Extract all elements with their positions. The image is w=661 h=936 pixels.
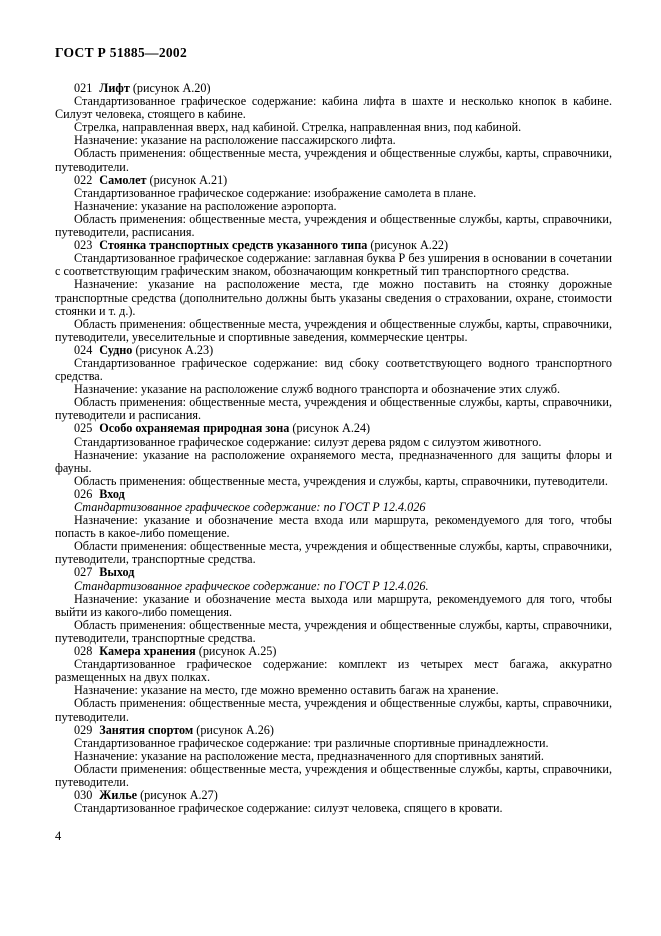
item-title: Стоянка транспортных средств указанного типа [99, 238, 368, 253]
paragraph: Стандартизованное графическое содержание: заглавная буква Р без уширения в основании в сочетании с соответствующим графическим знаком, обозначающим конкретный тип транспортного средства. [55, 251, 612, 279]
figure-reference: (рисунок А.22) [367, 238, 449, 253]
paragraph: Назначение: указание на расположение места, где можно поставить на стоянку дорожные транспортные средства (дополнительно должны быть указаны сведения о страховании, охране, стоимости стоянки и т. д.). [55, 277, 612, 318]
paragraph [55, 566, 612, 579]
paragraph: Области применения: общественные места, учреждения и общественные службы, карты, справочники, путеводители. [55, 761, 612, 789]
paragraph: Стрелка, направленная вверх, над кабиной. Стрелка, направленная вниз, под кабиной. [74, 120, 522, 135]
paragraph: Область применения: общественные места, учреждения и общественные службы, карты, справочники, путеводители. [55, 146, 612, 174]
item-title: Выход [99, 565, 135, 580]
item-number: 021 [74, 81, 93, 95]
paragraph: Область применения: общественные места, учреждения и общественные службы, карты, справочники, путеводители, расписания. [55, 211, 612, 240]
item-title: Самолет [99, 172, 147, 187]
paragraph: Стандартизованное графическое содержание: комплект из четырех мест багажа, аккуратно размещенных на двух полках. [55, 657, 612, 685]
figure-reference: (рисунок А.27) [137, 788, 218, 803]
paragraph: Стандартизованное графическое содержание: силуэт человека, спящего в кровати. [74, 801, 503, 816]
page-number: 4 [55, 829, 62, 843]
paragraph: Назначение: указание на расположение служб водного транспорта и обозначение этих служб. [74, 382, 561, 397]
paragraph: Стандартизованное графическое содержание: по ГОСТ Р 12.4.026. [74, 578, 429, 593]
paragraph: Назначение: указание и обозначение места входа или маршрута, рекомендуемого для того, чтобы попасть в какое-либо помещение. [55, 513, 612, 541]
paragraph: Области применения: общественные места, учреждения и общественные службы, карты, справочники, путеводители, транспортные средства. [55, 539, 612, 567]
paragraph [55, 724, 612, 737]
item-title: Жилье [99, 788, 138, 803]
figure-reference: (рисунок А.26) [193, 722, 274, 737]
figure-reference: (рисунок А.21) [146, 172, 228, 187]
paragraph: Стандартизованное графическое содержание: изображение самолета в плане. [74, 185, 477, 200]
figure-reference: (рисунок А.25) [195, 644, 277, 659]
document-header: ГОСТ Р 51885—2002 [55, 45, 188, 60]
item-title: Камера хранения [99, 644, 196, 659]
paragraph: Стандартизованное графическое содержание: кабина лифта в шахте и несколько кнопок в кабине. Силуэт человека, стоящего в кабине. [55, 94, 612, 122]
paragraph: Назначение: указание на расположение места, предназначенного для спортивных занятий. [74, 748, 544, 763]
paragraph: Область применения: общественные места, учреждения и общественные службы, карты, справочники, путеводители. [55, 696, 612, 724]
paragraph [55, 422, 612, 435]
paragraph: Стандартизованное графическое содержание: вид сбоку соответствующего водного транспортного средства. [55, 355, 612, 384]
item-number: 023 [74, 238, 93, 253]
item-number: 025 [74, 421, 93, 436]
item-title: Вход [99, 486, 125, 501]
item-title: Занятия спортом [99, 722, 194, 737]
figure-reference: (рисунок А.20) [129, 81, 211, 95]
paragraph: Назначение: указание на место, где можно временно оставить багаж на хранение. [74, 683, 499, 698]
paragraph: Назначение: указание и обозначение места выхода или маршрута, рекомендуемого для того, чтобы выйти из какого-либо помещения. [55, 591, 612, 619]
paragraph: Назначение: указание на расположение охраняемого места, предназначенного для защиты флоры и фауны. [55, 447, 612, 475]
item-number: 024 [74, 342, 93, 357]
paragraph [55, 344, 612, 357]
paragraph [55, 174, 612, 187]
paragraph: Стандартизованное графическое содержание: силуэт дерева рядом с силуэтом животного. [74, 434, 542, 449]
paragraph: Область применения: общественные места, учреждения и общественные службы, карты, справочники, путеводители и расписания. [55, 395, 612, 423]
item-title: Судно [99, 342, 133, 357]
item-title: Особо охраняемая природная зона [99, 421, 290, 436]
paragraph: Область применения: общественные места, учреждения и общественные службы, карты, справочники, путеводители, транспортные средства. [55, 617, 612, 645]
item-number: 022 [74, 172, 93, 187]
item-number: 026 [74, 486, 93, 501]
item-number: 027 [74, 565, 93, 580]
item-number: 028 [74, 644, 93, 659]
paragraph: Область применения: общественные места, учреждения и службы, карты, справочники, путеводители. [74, 473, 608, 488]
item-title: Лифт [99, 81, 130, 95]
item-number: 030 [74, 788, 93, 803]
document-body [55, 82, 612, 815]
figure-reference: (рисунок А.24) [289, 421, 371, 436]
item-number: 029 [74, 722, 93, 737]
paragraph: Назначение: указание на расположение пассажирского лифта. [74, 133, 396, 148]
figure-reference: (рисунок А.23) [132, 342, 214, 357]
paragraph: Стандартизованное графическое содержание: три различные спортивные принадлежности. [74, 735, 549, 750]
paragraph: Назначение: указание на расположение аэропорта. [74, 198, 337, 213]
paragraph: Область применения: общественные места, учреждения и общественные службы, карты, справочники, путеводители, увеселительные и спортивные заведения, коммерческие центры. [55, 316, 612, 344]
paragraph: Стандартизованное графическое содержание: по ГОСТ Р 12.4.026 [74, 500, 426, 514]
